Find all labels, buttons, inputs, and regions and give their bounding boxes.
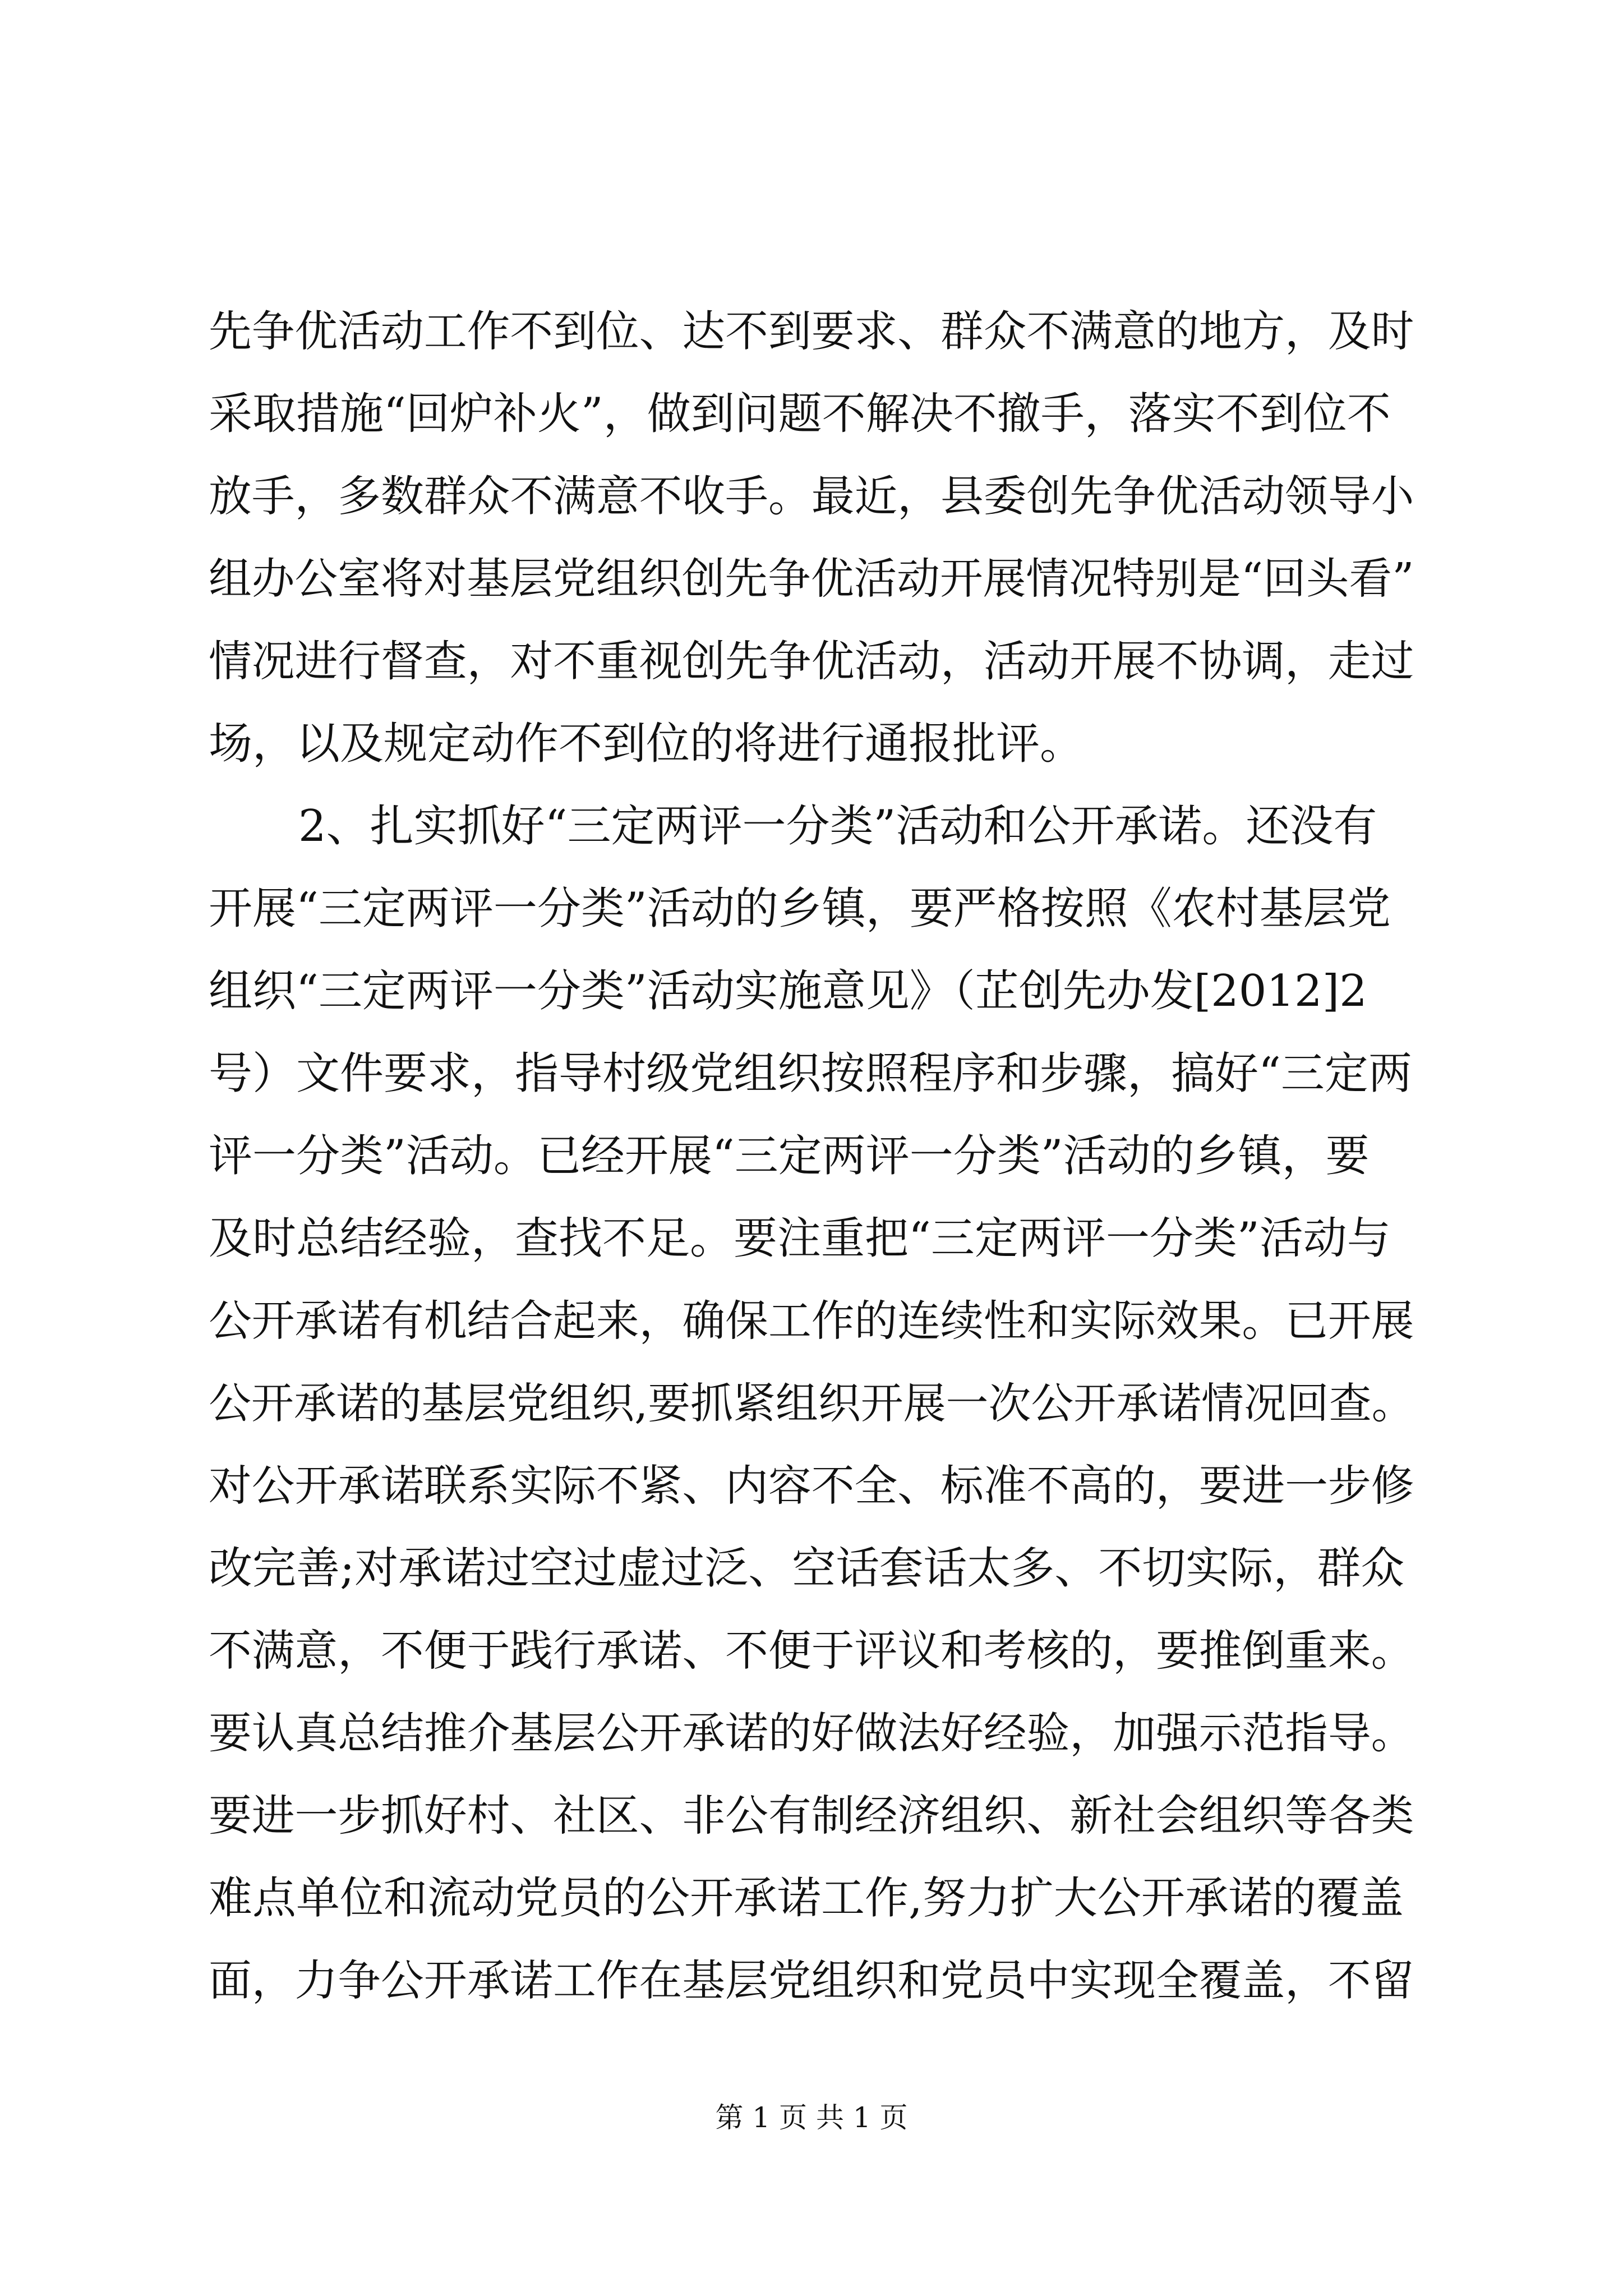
paragraph-start-line: 2、扎实抓好“三定两评一分类”活动和公开承诺。还没有 — [298, 801, 1377, 852]
text-line: 采取措施“回炉补火”，做到问题不解决不撤手，落实不到位不 — [209, 389, 1391, 439]
page-footer — [0, 2098, 1623, 2137]
text-line: 评一分类”活动。已经开展“三定两评一分类”活动的乡镇，要 — [209, 1131, 1370, 1181]
text-line: 要认真总结推介基层公开承诺的好做法好经验，加强示范指导。 — [209, 1709, 1414, 1759]
page-number: 第 1 页 共 1 页 — [715, 2101, 908, 2134]
text-line: 组织“三定两评一分类”活动实施意见》（芷创先办发[2012]2 — [209, 966, 1367, 1016]
text-line: 难点单位和流动党员的公开承诺工作,努力扩大公开承诺的覆盖 — [209, 1873, 1404, 1924]
text-line: 组办公室将对基层党组织创先争优活动开展情况特别是“回头看” — [209, 554, 1414, 604]
text-line: 场，以及规定动作不到位的将进行通报批评。 — [209, 719, 1084, 769]
text-line: 放手，多数群众不满意不收手。最近，县委创先争优活动领导小 — [209, 472, 1414, 522]
text-line: 不满意，不便于践行承诺、不便于评议和考核的，要推倒重来。 — [209, 1626, 1414, 1676]
text-line: 对公开承诺联系实际不紧、内容不全、标准不高的，要进一步修 — [209, 1461, 1414, 1511]
text-line: 及时总结经验，查找不足。要注重把“三定两评一分类”活动与 — [209, 1213, 1391, 1264]
text-line: 开展“三定两评一分类”活动的乡镇，要严格按照《农村基层党 — [209, 884, 1391, 934]
text-line: 公开承诺有机结合起来，确保工作的连续性和实际效果。已开展 — [209, 1296, 1414, 1346]
text-line: 要进一步抓好村、社区、非公有制经济组织、新社会组织等各类 — [209, 1791, 1414, 1841]
text-line: 面，力争公开承诺工作在基层党组织和党员中实现全覆盖，不留 — [209, 1956, 1414, 2006]
text-line: 先争优活动工作不到位、达不到要求、群众不满意的地方，及时 — [209, 307, 1414, 357]
text-line: 改完善;对承诺过空过虚过泛、空话套话太多、不切实际，群众 — [209, 1543, 1405, 1594]
text-line: 情况进行督查，对不重视创先争优活动，活动开展不协调，走过 — [209, 637, 1414, 687]
body-text — [209, 291, 1414, 2022]
text-line: 号）文件要求，指导村级党组织按照程序和步骤，搞好“三定两 — [209, 1048, 1412, 1099]
text-line: 公开承诺的基层党组织,要抓紧组织开展一次公开承诺情况回查。 — [209, 1379, 1414, 1428]
